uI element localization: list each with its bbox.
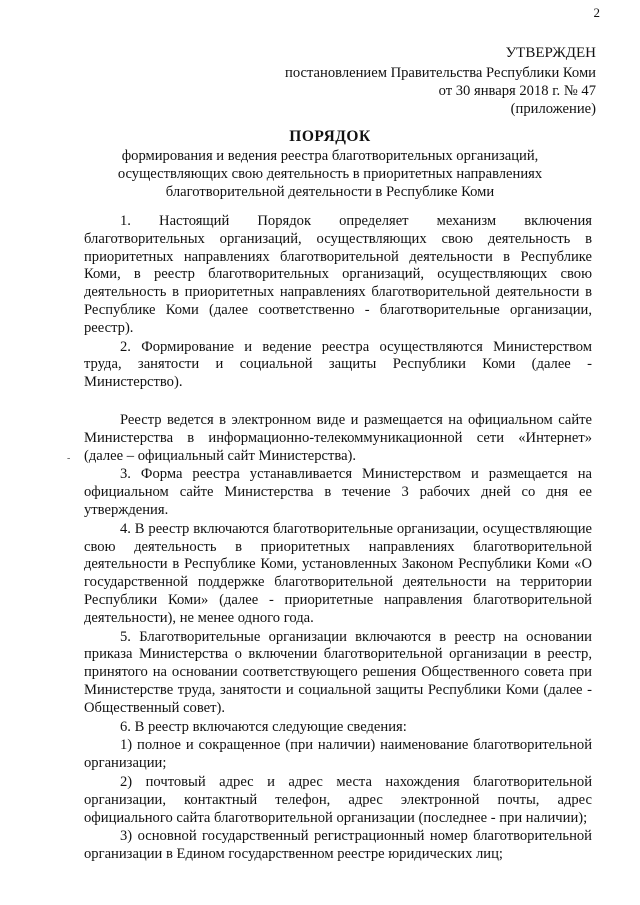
paragraph-6: 6. В реестр включаются следующие сведения: bbox=[120, 718, 407, 735]
document-subtitle-line-1: формирования и ведения реестра благотворительных организаций, bbox=[121, 147, 539, 164]
document-subtitle-line-3: благотворительной деятельности в Республике Коми bbox=[165, 183, 495, 200]
list-item-3: 3) основной государственный регистрационный номер благотворительной организации в Едином государственном реестре юридических лиц; bbox=[84, 828, 592, 863]
page-number: 2 bbox=[593, 5, 600, 20]
document-body bbox=[84, 213, 592, 864]
document-subtitle-line-2: осуществляющих свою деятельность в приоритетных направлениях bbox=[117, 165, 543, 182]
paragraph-4: 4. В реестр включаются благотворительные организации, осуществляющие свою деятельность в приоритетных направлениях благотворительной деятельности в Республике Коми, установленных Законом Республики Коми «О государственной поддержке благотворительной деятельности на территории Республики Коми» (далее - приоритетные направления благотворительной деятельности), не менее одного года. bbox=[84, 520, 592, 626]
list-item-2: 2) почтовый адрес и адрес места нахождения благотворительной организации, контактный телефон, адрес электронной почты, адрес официального сайта благотворительной организации (последнее - при наличии); bbox=[84, 773, 592, 826]
approval-stamp-block bbox=[216, 44, 596, 118]
paragraph-5: 5. Благотворительные организации включаются в реестр на основании приказа Министерства о включении благотворительной организации в реестр, принятого на основании соответствующего решения Общественного совета при Министерстве труда, занятости и социальной защиты Республики Коми (далее - Общественный совет). bbox=[84, 628, 592, 716]
margin-mark: - bbox=[67, 453, 71, 464]
document-title-block bbox=[80, 128, 580, 201]
approval-heading: УТВЕРЖДЕН bbox=[505, 45, 596, 61]
paragraph-3: 3. Форма реестра устанавливается Министерством и размещается на официальном сайте Министерства в течение 3 рабочих дней со дня ее утверждения. bbox=[84, 466, 592, 518]
approval-line-2: от 30 января 2018 г. № 47 bbox=[438, 83, 596, 99]
paragraph-2-note: Реестр ведется в электронном виде и размещается на официальном сайте Министерства в информационно-телекоммуникационной сети «Интернет» (далее – официальный сайт Министерства). bbox=[84, 411, 592, 464]
document-title: ПОРЯДОК bbox=[289, 128, 371, 145]
paragraph-2: 2. Формирование и ведение реестра осуществляются Министерством труда, занятости и социальной защиты Республики Коми (далее - Министерство). bbox=[84, 338, 592, 391]
approval-line-3: (приложение) bbox=[510, 101, 596, 117]
paragraph-1: 1. Настоящий Порядок определяет механизм включения благотворительных организаций, осуществляющих свою деятельность в приоритетных направлениях благотворительной деятельности в Республике Коми, в реестр благотворительных организаций, осуществляющих свою деятельность в приоритетных направлениях благотворительной деятельности в Республике Коми (далее соответственно - благотворительные организации, реестр). bbox=[84, 213, 592, 336]
list-item-1: 1) полное и сокращенное (при наличии) наименование благотворительной организации; bbox=[84, 737, 592, 772]
approval-line-1: постановлением Правительства Республики Коми bbox=[285, 65, 596, 81]
